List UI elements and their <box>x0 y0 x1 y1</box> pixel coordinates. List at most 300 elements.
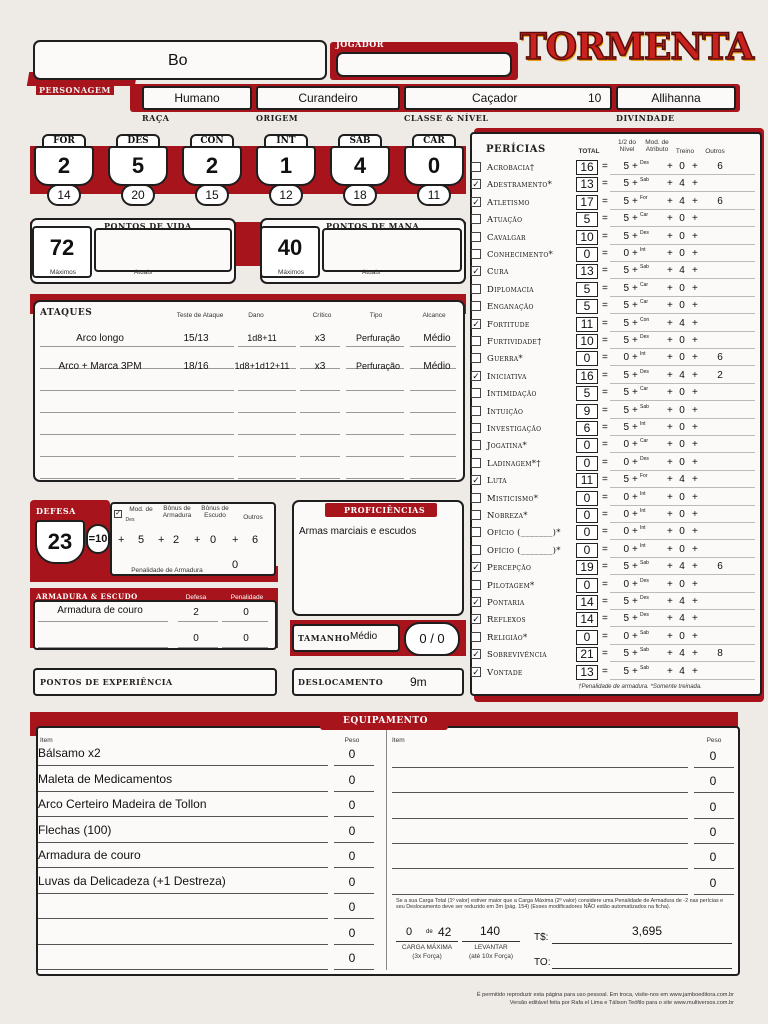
skill-attribute: Car <box>640 212 649 219</box>
equipment-weight[interactable]: 0 <box>348 900 356 914</box>
skill-name: Ladinagem*† <box>487 458 541 469</box>
skill-row: Atuação 5 = 5 + Car + 0 + <box>470 211 760 228</box>
skill-total[interactable]: 16 <box>576 369 598 384</box>
equipment-item[interactable] <box>38 925 328 949</box>
skill-half-level: 0 <box>623 439 629 451</box>
skill-trained-checkbox[interactable] <box>471 510 481 520</box>
attribute-name: CON <box>190 134 234 148</box>
skill-training: 4 <box>679 195 685 207</box>
skill-training: 4 <box>679 369 685 381</box>
equipment-weight[interactable]: 0 <box>348 798 356 812</box>
skill-attribute: Des <box>640 334 649 340</box>
skill-name: Religião* <box>487 632 528 643</box>
attack-range[interactable]: Médio <box>423 333 451 344</box>
skill-half-level: 5 <box>623 404 629 416</box>
attack-type[interactable]: Perfuração <box>355 333 401 343</box>
attribute-score[interactable]: 15 <box>195 184 229 206</box>
skill-trained-checkbox[interactable] <box>471 580 481 590</box>
attribute-name: DES <box>116 134 160 148</box>
equipment-item[interactable] <box>392 773 682 797</box>
origin-field[interactable]: Curandeiro <box>256 86 400 110</box>
equipment-item[interactable]: Armadura de couro <box>38 848 141 862</box>
skill-attribute: Int <box>640 351 646 358</box>
attack-name[interactable]: Arco longo <box>76 333 124 344</box>
equipment-item[interactable] <box>392 849 682 873</box>
skill-other[interactable]: 6 <box>717 352 723 364</box>
armor-pen[interactable]: 0 <box>243 607 249 618</box>
skill-training: 0 <box>679 578 685 590</box>
skill-training: 0 <box>679 230 685 242</box>
attack-name[interactable]: Arco + Marca 3PM <box>58 361 142 372</box>
skill-training: 0 <box>679 335 685 346</box>
skill-trained-checkbox[interactable]: ✓ <box>472 649 480 660</box>
skill-attribute: Des <box>640 612 649 619</box>
skill-attribute: Sab <box>640 264 649 271</box>
skill-trained-checkbox[interactable]: ✓ <box>472 666 480 677</box>
skill-other[interactable]: 6 <box>717 161 723 172</box>
attack-crit[interactable]: x3 <box>314 333 326 344</box>
attribute-modifier[interactable]: 2 <box>182 146 242 186</box>
skills-label: PERÍCIAS <box>486 144 546 155</box>
skill-other[interactable]: 8 <box>717 648 723 660</box>
attacks-box <box>33 300 465 482</box>
skill-trained-checkbox[interactable]: ✓ <box>472 475 480 486</box>
equip-h-item-r: Item <box>392 737 405 744</box>
attack-test[interactable]: 15/13 <box>183 333 209 344</box>
skill-attribute: Int <box>640 247 646 253</box>
skill-half-level: 5 <box>623 300 629 312</box>
class-label: CLASSE & NÍVEL <box>404 113 489 123</box>
skill-half-level: 5 <box>623 387 629 399</box>
equipment-item[interactable] <box>392 875 682 899</box>
skill-half-level: 0 <box>623 248 629 259</box>
equipment-weight[interactable]: 0 <box>348 874 356 889</box>
skill-total[interactable]: 0 <box>576 456 598 471</box>
armor-pen[interactable]: 0 <box>243 633 249 644</box>
equip-h-weight-l: Peso <box>344 737 360 744</box>
skill-half-level: 5 <box>623 648 629 660</box>
skill-total[interactable]: 6 <box>576 421 598 436</box>
skill-row: ✓ Percepção 19 = 5 + Sab + 4 + 6 <box>470 559 760 576</box>
to-label: TO: <box>534 957 551 968</box>
skill-half-level: 5 <box>623 282 629 294</box>
equipment-weight[interactable]: 0 <box>709 875 717 890</box>
deity-field[interactable]: Allihanna <box>616 86 736 110</box>
skill-training: 0 <box>679 491 685 503</box>
skill-trained-checkbox[interactable] <box>471 527 481 537</box>
equipment-item[interactable]: Arco Certeiro Madeira de Tollon <box>38 797 207 811</box>
race-field[interactable]: Humano <box>142 86 252 110</box>
skill-row: ✓ Atletismo 17 = 5 + For + 4 + 6 <box>470 194 760 211</box>
skill-row: ✓ Pontaria 14 = 5 + Des + 4 + <box>470 594 760 611</box>
skill-total[interactable]: 0 <box>576 508 598 523</box>
attribute-score[interactable]: 14 <box>47 184 81 206</box>
skill-half-level: 5 <box>623 422 629 433</box>
def-h-other: Outros <box>243 514 263 521</box>
armor-def[interactable]: 0 <box>193 633 199 644</box>
skill-other[interactable]: 6 <box>717 561 723 573</box>
skill-half-level: 0 <box>623 526 629 538</box>
hp-label: PONTOS DE VIDA <box>104 221 192 231</box>
skill-row: ✓ Iniciativa 16 = 5 + Des + 4 + 2 <box>470 368 760 385</box>
defense-checkbox[interactable]: ✓ <box>115 510 121 517</box>
skill-row: ✓ Sobrevivência 21 = 5 + Sab + 4 + 8 <box>470 646 760 663</box>
skill-trained-checkbox[interactable] <box>471 284 481 294</box>
skill-attribute: Int <box>640 490 646 497</box>
attack-range[interactable]: Médio <box>423 361 451 372</box>
skill-trained-checkbox[interactable]: ✓ <box>472 179 480 190</box>
proficiencies-box <box>292 500 464 616</box>
hp-max: 72 <box>32 226 92 278</box>
skill-attribute: Sab <box>640 647 649 654</box>
skill-trained-checkbox[interactable] <box>471 388 481 398</box>
skill-name: Guerra* <box>487 354 523 365</box>
skill-training: 0 <box>679 300 685 312</box>
skill-training: 0 <box>679 161 685 172</box>
skill-name: Ofício (_______)* <box>487 545 561 556</box>
skill-row: ✓ Fortitude 11 = 5 + Con + 4 + <box>470 316 760 333</box>
attack-type[interactable]: Perfuração <box>355 361 401 371</box>
skills-h-train: Treino <box>675 148 695 155</box>
skill-training: 4 <box>679 178 685 190</box>
skills-h-half: 1/2 do Nível <box>617 139 637 154</box>
skill-half-level: 5 <box>623 613 629 625</box>
skill-row: Guerra* 0 = 0 + Int + 0 + 6 <box>470 350 760 367</box>
equip-note: Se a sua Carga Total (1º valor) estiver maior que a Carga Máxima (2º valor) considere uma Penalidade de Armadura de -2 nas perícias e seu Deslocamento deve ser reduzido em 3m (pág. 154) (Esses modificadores NÃO estão automatizados na ficha). <box>396 898 724 910</box>
skill-total[interactable]: 0 <box>576 351 598 366</box>
skill-name: Pontaria <box>487 598 525 608</box>
move-label: DESLOCAMENTO <box>298 677 384 687</box>
skill-trained-checkbox[interactable] <box>471 406 481 416</box>
skill-training: 0 <box>679 213 685 225</box>
skill-attribute: Des <box>640 368 649 375</box>
skill-half-level: 0 <box>623 578 629 590</box>
skill-training: 4 <box>679 648 685 660</box>
attack-dmg[interactable]: 1d8+1d12+11 <box>234 361 290 371</box>
skill-row: Jogatina* 0 = 0 + Car + 0 + <box>470 437 760 454</box>
skill-name: Ofício (_______)* <box>487 528 561 539</box>
skill-trained-checkbox[interactable]: ✓ <box>472 196 480 207</box>
skill-other[interactable]: 2 <box>717 369 723 381</box>
skill-row: Ladinagem*† 0 = 0 + Des + 0 + <box>470 455 760 472</box>
skill-trained-checkbox[interactable] <box>471 162 481 172</box>
armor-def[interactable]: 2 <box>193 607 199 618</box>
skill-attribute: Int <box>640 542 646 549</box>
equipment-item[interactable] <box>392 748 682 772</box>
attack-crit[interactable]: x3 <box>314 361 326 372</box>
skill-total[interactable]: 14 <box>576 612 598 627</box>
skill-training: 0 <box>679 352 685 364</box>
skill-attribute: Car <box>640 281 649 288</box>
skill-attribute: Des <box>640 455 649 462</box>
def-penalty: 0 <box>232 559 239 571</box>
attribute-name: INT <box>264 134 308 148</box>
skill-attribute: Int <box>640 525 646 532</box>
equipment-weight[interactable]: 0 <box>709 850 717 865</box>
lift-sub: (até 10x Força) <box>468 953 514 960</box>
attribute-score[interactable]: 20 <box>121 184 155 206</box>
skill-trained-checkbox[interactable] <box>471 336 481 346</box>
skill-attribute: Des <box>640 577 649 584</box>
attribute-modifier[interactable]: 5 <box>108 146 168 186</box>
defense-value: 23 <box>35 520 85 564</box>
character-name-field[interactable] <box>33 40 327 80</box>
skill-attribute: Sab <box>640 664 649 671</box>
attribute-name: SAB <box>338 134 382 148</box>
skill-attribute: Int <box>640 508 646 514</box>
load-de: de <box>426 929 433 935</box>
skill-trained-checkbox[interactable]: ✓ <box>472 318 480 329</box>
skill-attribute: Des <box>640 595 649 601</box>
skill-half-level: 5 <box>623 561 629 573</box>
skill-total[interactable]: 11 <box>576 473 598 488</box>
skills-h-other: Outros <box>705 148 725 155</box>
skill-name: Reflexos <box>487 615 526 626</box>
skill-training: 4 <box>679 561 685 573</box>
skill-half-level: 5 <box>623 665 629 677</box>
proficiencies-text[interactable]: Armas marciais e escudos <box>299 526 417 537</box>
skill-name: Luta <box>487 476 507 487</box>
skill-total[interactable]: 5 <box>576 299 598 314</box>
skill-name: Misticismo* <box>487 493 539 504</box>
equipment-weight[interactable]: 0 <box>348 951 356 965</box>
skill-name: Percepção <box>487 563 532 574</box>
skill-name: Acrobacia† <box>487 163 535 173</box>
attribute-modifier[interactable]: 0 <box>404 146 464 186</box>
skill-half-level: 5 <box>623 195 629 207</box>
armor-name[interactable]: Armadura de couro <box>57 605 143 616</box>
attribute-score[interactable]: 11 <box>417 184 451 206</box>
character-name: Bo <box>168 52 188 69</box>
equipment-item[interactable] <box>392 824 682 848</box>
skill-training: 4 <box>679 265 685 277</box>
attribute-modifier[interactable]: 2 <box>34 146 94 186</box>
equipment-weight[interactable]: 0 <box>348 823 356 838</box>
def-armor: 2 <box>173 534 180 546</box>
skill-total[interactable]: 19 <box>576 560 598 575</box>
attribute-score[interactable]: 12 <box>269 184 303 206</box>
equipment-weight[interactable]: 0 <box>709 824 717 839</box>
skill-row: ✓ Vontade 13 = 5 + Sab + 4 + <box>470 664 760 681</box>
skill-total[interactable]: 9 <box>576 404 598 419</box>
def-h-shield: Bônus de Escudo <box>201 505 229 520</box>
skill-row: Religião* 0 = 0 + Sab + 0 + <box>470 629 760 646</box>
equipment-item[interactable]: Luvas da Delicadeza (+1 Destreza) <box>38 873 226 888</box>
skill-trained-checkbox[interactable] <box>471 458 481 468</box>
skill-total[interactable]: 0 <box>576 543 598 558</box>
equipment-weight[interactable]: 0 <box>348 849 356 863</box>
attacks-header-test: Teste de Ataque <box>176 312 224 319</box>
skill-total[interactable]: 11 <box>576 317 598 332</box>
skill-other[interactable]: 6 <box>717 195 723 207</box>
skill-attribute: Con <box>640 316 650 323</box>
armor-h-def: Defesa <box>185 594 207 601</box>
skill-half-level: 5 <box>623 596 629 607</box>
skill-name: Adestramento* <box>487 180 553 191</box>
attribute-name: CAR <box>412 134 456 148</box>
skill-total[interactable]: 13 <box>576 177 598 192</box>
size-modifier[interactable]: 0 / 0 <box>404 622 460 656</box>
skill-row: Pilotagem* 0 = 0 + Des + 0 + <box>470 577 760 594</box>
equipment-item[interactable] <box>38 950 328 974</box>
equipment-weight[interactable]: 0 <box>709 774 717 789</box>
skill-row: Investigação 6 = 5 + Int + 0 + <box>470 420 760 437</box>
skill-half-level: 0 <box>623 630 629 642</box>
attack-dmg[interactable]: 1d8+11 <box>247 333 277 343</box>
skill-trained-checkbox[interactable]: ✓ <box>472 266 480 277</box>
skill-total[interactable]: 0 <box>576 491 598 506</box>
skill-trained-checkbox[interactable]: ✓ <box>472 614 480 625</box>
skill-training: 4 <box>679 665 685 677</box>
skills-footnote: †Penalidade de armadura. *Somente treinada. <box>578 684 702 690</box>
skill-training: 0 <box>679 543 685 555</box>
def-penalty-label: Penalidade de Armadura <box>131 567 203 574</box>
skill-trained-checkbox[interactable] <box>471 353 481 363</box>
skill-trained-checkbox[interactable] <box>471 301 481 311</box>
mp-cur-label: Atuais <box>361 269 381 276</box>
skill-total[interactable]: 5 <box>576 282 598 297</box>
skill-trained-checkbox[interactable] <box>471 214 481 224</box>
skill-name: Conhecimento* <box>487 250 554 260</box>
skill-name: Cura <box>487 267 509 278</box>
equipment-weight[interactable]: 0 <box>709 799 717 814</box>
skill-total[interactable]: 5 <box>576 386 598 401</box>
player-label: JOGADOR <box>336 39 384 49</box>
skill-training: 4 <box>679 613 685 625</box>
skill-total[interactable]: 0 <box>576 247 598 262</box>
skill-name: Pilotagem* <box>487 580 535 591</box>
skill-total[interactable]: 13 <box>576 264 598 279</box>
skill-total[interactable]: 16 <box>576 160 598 175</box>
attribute-modifier[interactable]: 4 <box>330 146 390 186</box>
def-h-mod: Mod. de <box>129 506 153 513</box>
skill-name: Furtividade† <box>487 337 542 347</box>
skill-total[interactable]: 14 <box>576 595 598 610</box>
skill-total[interactable]: 0 <box>576 438 598 453</box>
skill-trained-checkbox[interactable] <box>471 545 481 555</box>
skill-attribute: Sab <box>640 403 649 410</box>
skill-half-level: 0 <box>623 491 629 503</box>
equipment-item[interactable] <box>392 799 682 823</box>
skill-trained-checkbox[interactable] <box>471 423 481 433</box>
skill-total[interactable]: 0 <box>576 630 598 645</box>
skill-trained-checkbox[interactable]: ✓ <box>472 562 480 573</box>
skill-row: ✓ Cura 13 = 5 + Sab + 4 + <box>470 263 760 280</box>
skill-row: Cavalgar 10 = 5 + Des + 0 + <box>470 229 760 246</box>
skill-attribute: Car <box>640 386 649 393</box>
equip-h-item-l: Item <box>40 737 53 744</box>
class-field[interactable] <box>404 86 612 110</box>
level-value: 10 <box>588 91 602 105</box>
mp-label: PONTOS DE MANA <box>326 221 420 231</box>
def-mod: 5 <box>138 534 145 546</box>
size-label: TAMANHO <box>298 633 351 643</box>
skill-training: 4 <box>679 474 685 486</box>
skill-training: 0 <box>679 422 685 433</box>
load-total: 0 <box>406 926 413 938</box>
skill-total[interactable]: 17 <box>576 195 598 210</box>
skill-half-level: 5 <box>623 474 629 486</box>
armor-label: ARMADURA & ESCUDO <box>36 592 138 601</box>
equipment-weight[interactable]: 0 <box>709 749 717 763</box>
equipment-weight[interactable]: 0 <box>348 772 356 787</box>
skill-trained-checkbox[interactable]: ✓ <box>472 597 480 607</box>
skill-name: Fortitude <box>487 319 530 330</box>
attribute-modifier[interactable]: 1 <box>256 146 316 186</box>
skill-row: Furtividade† 10 = 5 + Des + 0 + <box>470 333 760 350</box>
skill-training: 0 <box>679 387 685 399</box>
lift-label: LEVANTAR <box>474 944 508 951</box>
skill-trained-checkbox[interactable] <box>471 493 481 503</box>
equipment-item[interactable]: Flechas (100) <box>38 822 112 837</box>
skill-total[interactable]: 10 <box>576 334 598 349</box>
hp-current-field[interactable] <box>94 228 232 272</box>
skill-row: Acrobacia† 16 = 5 + Des + 0 + 6 <box>470 159 760 176</box>
skill-half-level: 0 <box>623 543 629 555</box>
skill-name: Cavalgar <box>487 232 526 243</box>
skill-training: 0 <box>679 282 685 294</box>
size-value[interactable]: Médio <box>350 631 378 642</box>
load-max-sub: (3x Força) <box>412 953 442 960</box>
mp-current-field[interactable] <box>322 228 462 272</box>
mp-max-label: Máximos <box>277 269 304 276</box>
skill-half-level: 5 <box>623 369 629 381</box>
skill-total[interactable]: 0 <box>576 578 598 593</box>
skill-trained-checkbox[interactable] <box>471 632 481 642</box>
player-field[interactable] <box>336 52 512 77</box>
attack-test[interactable]: 18/16 <box>183 361 209 372</box>
skill-row: Ofício (_______)* 0 = 0 + Int + 0 + <box>470 524 760 541</box>
equipment-weight[interactable]: 0 <box>348 747 356 761</box>
skill-training: 0 <box>679 526 685 538</box>
skill-row: Intimidação 5 = 5 + Car + 0 + <box>470 385 760 402</box>
skill-training: 0 <box>679 404 685 416</box>
skill-total[interactable]: 5 <box>576 212 598 227</box>
skill-row: Enganação 5 = 5 + Car + 0 + <box>470 298 760 315</box>
skill-attribute: Car <box>640 438 649 445</box>
skill-total[interactable]: 21 <box>576 647 598 662</box>
xp-label: PONTOS DE EXPERIÊNCIA <box>40 677 173 687</box>
equipment-item[interactable]: Maleta de Medicamentos <box>38 771 173 786</box>
attribute-score[interactable]: 18 <box>343 184 377 206</box>
skill-total[interactable]: 13 <box>576 665 598 680</box>
equipment-item[interactable]: Bálsamo x2 <box>38 746 101 760</box>
skill-training: 0 <box>679 248 685 259</box>
skill-name: Enganação <box>487 302 534 313</box>
skill-trained-checkbox[interactable] <box>471 232 481 242</box>
skills-h-total: TOTAL <box>578 148 600 155</box>
def-shield: 0 <box>210 534 217 546</box>
skill-attribute: Car <box>640 299 649 306</box>
skill-name: Investigação <box>487 424 542 434</box>
skill-trained-checkbox[interactable] <box>471 440 481 450</box>
skill-trained-checkbox[interactable]: ✓ <box>472 370 480 381</box>
ts-value[interactable]: 3,695 <box>632 924 663 938</box>
defense-base: =10 <box>86 524 110 554</box>
skill-attribute: Sab <box>640 560 649 567</box>
skill-name: Diplomacia <box>487 284 534 295</box>
attacks-header-crit: Crítico <box>312 312 332 319</box>
skill-name: Atuação <box>487 215 523 226</box>
equip-h-weight-r: Peso <box>706 737 722 744</box>
skill-trained-checkbox[interactable] <box>471 249 481 259</box>
skill-half-level: 5 <box>623 317 629 329</box>
skill-total[interactable]: 10 <box>576 230 598 245</box>
skill-total[interactable]: 0 <box>576 525 598 540</box>
equipment-weight[interactable]: 0 <box>348 925 356 940</box>
equipment-label: EQUIPAMENTO <box>343 716 428 726</box>
equipment-item[interactable] <box>38 899 328 923</box>
